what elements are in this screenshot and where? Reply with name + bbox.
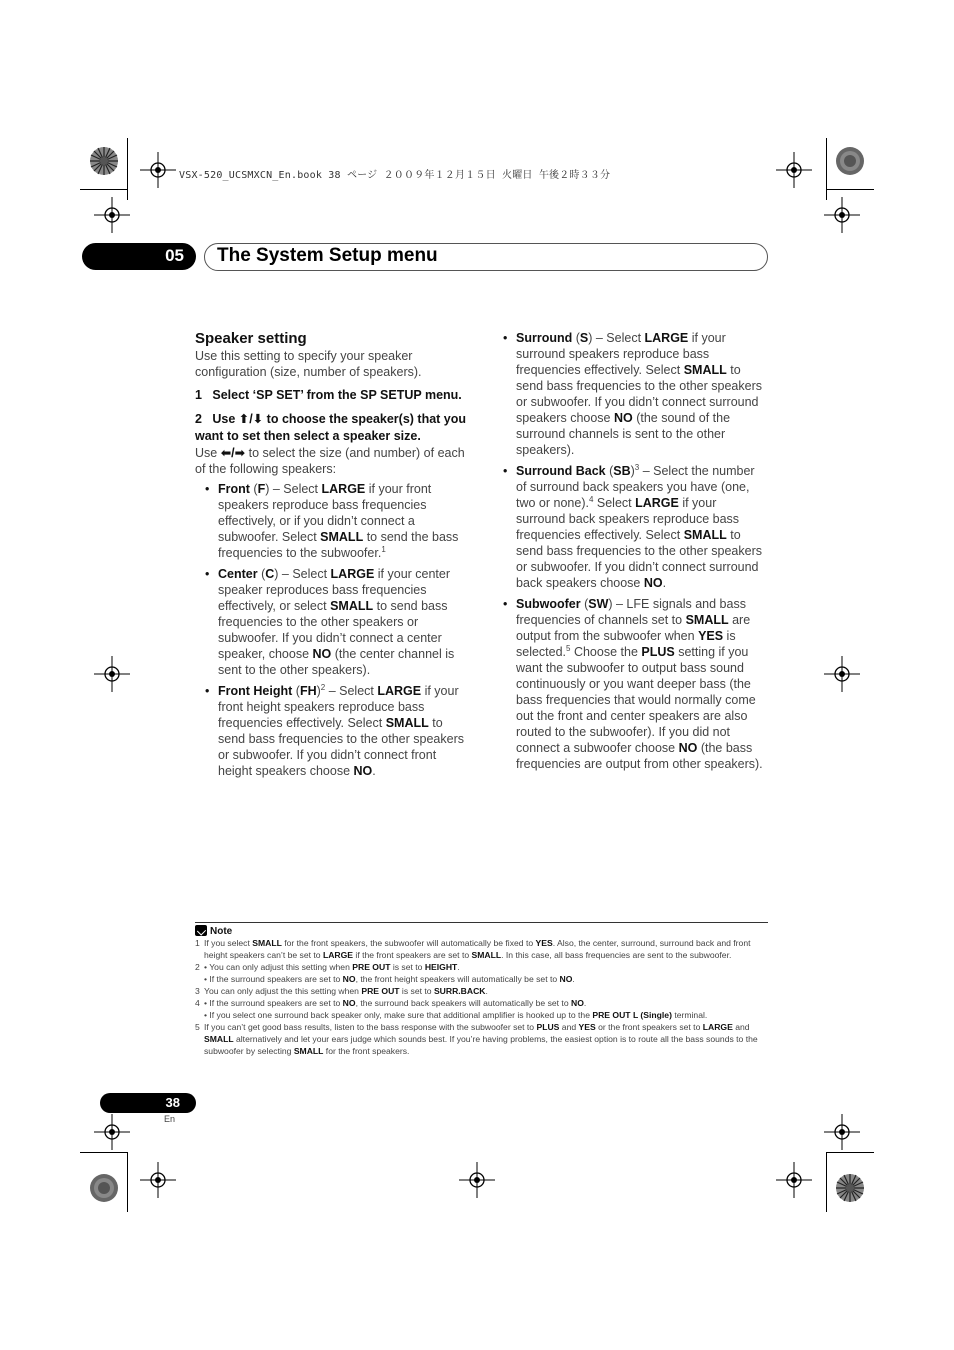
list-item-front-height: • Front Height (FH)$^2$ – Select LARGE if your front height speakers reproduce bass frequencies effectively. Select SMALL to send bass frequencies to the other speakers or subwoofer. If you didn’t connect front height speakers choose NO.: [205, 682, 464, 778]
crosshair-icon: [94, 656, 130, 692]
footnote-ref: 2: [320, 682, 326, 692]
registration-gear-icon: [89, 1173, 119, 1203]
note-pencil-icon: [195, 925, 207, 936]
footnote-4: 4 • If the surround speakers are set to NO, the surround back speakers will automatically be set to NO.: [195, 998, 587, 1008]
footnote-ref: 1: [381, 544, 386, 554]
list-item-center: • Center (C) – Select LARGE if your center speaker reproduces bass frequencies effectively, or select SMALL to send bass frequencies to the other speakers or subwoofer. If you didn’t connect a center speaker, choose NO (the center channel is sent to the other speakers).: [205, 567, 455, 677]
section-title: Speaker setting: [195, 330, 307, 347]
footnote-1: 1 If you select SMALL for the front speakers, the subwoofer will automatically be fixed to YES. Also, the center, surround, surround back and front height speakers can’t be set to LARGE if the front speakers are set to SMALL. In this case, all bass frequencies are sent to the subwoofer.: [195, 938, 751, 960]
registration-gear-icon: [89, 146, 119, 176]
language-code: En: [164, 1114, 176, 1124]
footnote-ref: 3: [634, 462, 640, 472]
crosshair-icon: [776, 1162, 812, 1198]
left-right-arrow-icon: ⬅/➡: [220, 446, 246, 460]
crosshair-icon: [94, 1114, 130, 1150]
footnote-3: 3 You can only adjust the this setting when PRE OUT is set to SURR.BACK.: [195, 986, 488, 996]
chapter-number: 05: [165, 246, 184, 265]
speaker-list-left: [205, 481, 470, 779]
step-2: 2 Use ⬆/⬇ to choose the speaker(s) that you want to set then select a speaker size.: [195, 412, 467, 443]
crosshair-icon: [140, 152, 176, 188]
footnote-5: 5 If you can’t get good bass results, listen to the bass response with the subwoofer set to PLUS and YES or the front speakers set to LARGE and SMALL alternatively and let your ears judge which sounds best. If you’re having problems, the easiest option is to route all the bass sounds to the subwoofer by selecting SMALL for the front speakers.: [195, 1022, 758, 1056]
list-item-subwoofer: • Subwoofer (SW) – LFE signals and bass frequencies of channels set to SMALL are output from the subwoofer when YES is selected.$^5$ Choose the PLUS setting if you want the subwoofer to output bass sound continuously or you want deeper bass (the bass frequencies that would normally come out the front and center speakers are also routed to the subwoofer). If you did not connect a subwoofer choose NO (the bass frequencies are output from other speakers).: [503, 597, 763, 771]
registration-gear-icon: [835, 1173, 865, 1203]
crosshair-icon: [459, 1162, 495, 1198]
crosshair-icon: [140, 1162, 176, 1198]
footnote-ref: 4: [588, 494, 594, 504]
file-header: VSX-520_UCSMXCN_En.book 38 ページ ２００９年１２月１５日 火曜日 午後２時３３分: [179, 170, 611, 181]
registration-gear-icon: [835, 146, 865, 176]
step-1: 1 Select ‘SP SET’ from the SP SETUP menu.: [195, 388, 462, 402]
footnote-2: 2 • You can only adjust this setting when PRE OUT is set to HEIGHT.: [195, 962, 460, 972]
crosshair-icon: [824, 197, 860, 233]
crosshair-icon: [776, 152, 812, 188]
footnotes: [195, 937, 768, 1057]
step-2-body: Use ⬅/➡ to select the size (and number) of each of the following speakers:: [195, 446, 465, 476]
section-intro: Use this setting to specify your speaker configuration (size, number of speakers).: [195, 349, 422, 379]
page-number: 38: [165, 1095, 180, 1110]
footnote-2b: • If the surround speakers are set to NO, the front height speakers will automatically be set to NO.: [204, 974, 575, 984]
chapter-title: The System Setup menu: [217, 245, 438, 266]
list-item-front: • Front (F) – Select LARGE if your front speakers reproduce bass frequencies effectively, or if you didn’t connect a subwoofer. Select SMALL to send the bass frequencies to the subwoofer.$^1$: [205, 482, 459, 560]
page-number-badge: [100, 1093, 196, 1113]
crosshair-icon: [824, 1114, 860, 1150]
chapter-title-bar: [204, 243, 768, 271]
crosshair-icon: [824, 656, 860, 692]
right-column: [503, 330, 768, 777]
crosshair-icon: [94, 197, 130, 233]
left-column: [195, 330, 470, 784]
up-down-arrow-icon: ⬆/⬇: [238, 412, 264, 426]
speaker-list-right: [503, 330, 768, 772]
chapter-number-badge: [82, 243, 196, 270]
footnote-4b: • If you select one surround back speaker only, make sure that additional amplifier is hooked up to the PRE OUT L (Single) terminal.: [204, 1010, 708, 1020]
footnote-ref: 5: [566, 643, 571, 653]
note-heading: Note: [195, 925, 232, 937]
note-divider: [195, 922, 768, 923]
list-item-surround: • Surround (S) – Select LARGE if your surround speakers reproduce bass frequencies effectively. Select SMALL to send bass frequencies to the other speakers or subwoofer. If you didn’t connect surround speakers choose NO (the sound of the surround channels is sent to the other speakers).: [503, 331, 762, 457]
list-item-surround-back: • Surround Back (SB)$^3$ – Select the number of surround back speakers you have (one, two or none).$^4$ Select LARGE if your surround back speakers reproduce bass frequencies effectively. Select SMALL to send bass frequencies to the other speakers or subwoofer. If you didn’t connect surround back speakers choose NO.: [503, 462, 762, 590]
